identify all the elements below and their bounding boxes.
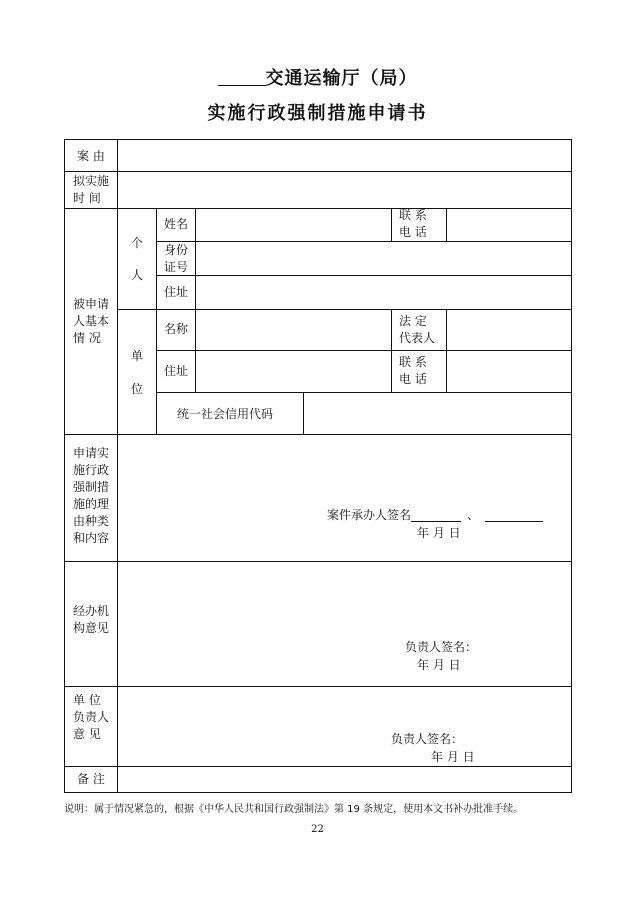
handler-date: 年 月 日 [417, 526, 461, 540]
unit-head-label-1: 单 位 [73, 693, 101, 707]
row-divider [65, 686, 571, 687]
reason-label-1: 申请实 [73, 446, 110, 460]
unit-head-label-3: 意 见 [73, 727, 101, 741]
remarks-label: 备 注 [77, 772, 105, 786]
respondent-label-1: 被申请 [73, 297, 110, 311]
field-divider [446, 309, 447, 392]
respondent-label-2: 人基本 [73, 314, 110, 328]
application-form [64, 139, 572, 793]
field-divider [391, 309, 392, 392]
planned-time-label-2: 时 间 [73, 191, 101, 205]
field-divider [446, 208, 447, 241]
signature-blank-2 [485, 507, 543, 522]
field-label-divider [195, 208, 196, 392]
individual-label-2: 人 [131, 268, 144, 282]
reason-label-6: 和内容 [73, 531, 110, 545]
title-text: 交通运输厅（局） [265, 68, 418, 89]
dept-date: 年 月 日 [417, 658, 461, 672]
unit-head-label-2: 负责人 [73, 710, 110, 724]
row-divider [65, 561, 571, 562]
legal-rep-label-2: 代表人 [399, 331, 436, 345]
row-divider [65, 766, 571, 767]
row-divider [117, 309, 571, 310]
credit-code-label: 统一社会信用代码 [177, 407, 274, 421]
unit-label-2: 位 [131, 382, 144, 396]
page-number: 22 [311, 824, 324, 835]
name-label: 姓名 [164, 217, 189, 231]
field-divider [303, 392, 304, 434]
reason-label-3: 强制措 [73, 480, 110, 494]
unit-responsible-sign: 负责人签名： [391, 732, 464, 746]
org-contact-phone-label-2: 电 话 [399, 372, 427, 386]
planned-time-label-1: 拟实施 [73, 174, 110, 188]
label-column-divider [117, 140, 118, 792]
row-divider [156, 392, 571, 393]
legal-rep-label-1: 法 定 [399, 314, 427, 328]
reason-label-4: 施的理 [73, 497, 110, 511]
agency-blank [218, 69, 266, 86]
respondent-label-3: 情 况 [73, 331, 101, 345]
handler-sign-label: 案件承办人签名 [327, 508, 412, 522]
signature-blank-1 [411, 507, 461, 522]
contact-phone-label-1: 联 系 [399, 208, 427, 222]
row-divider [156, 350, 571, 351]
dept-responsible-sign: 负责人签名： [405, 640, 478, 654]
field-divider [391, 208, 392, 241]
row-divider [156, 275, 571, 276]
dept-opinion-label-2: 构意见 [73, 621, 110, 635]
contact-phone-label-2: 电 话 [399, 225, 427, 239]
address-label: 住址 [164, 285, 189, 299]
reason-label-2: 施行政 [73, 463, 110, 477]
org-name-label: 名称 [164, 322, 189, 336]
id-number-label-2: 证号 [164, 260, 189, 274]
row-divider [65, 208, 571, 209]
dept-opinion-label-1: 经办机 [73, 604, 110, 618]
unit-date: 年 月 日 [431, 750, 475, 764]
category-column-divider [156, 208, 157, 434]
case-reason-label: 案 由 [77, 149, 105, 163]
org-contact-phone-label-1: 联 系 [399, 355, 427, 369]
unit-label-1: 单 [131, 349, 144, 363]
individual-label-1: 个 [131, 236, 144, 250]
handler-signature [327, 506, 543, 524]
separator: 、 [467, 508, 480, 522]
reason-label-5: 由种类 [73, 514, 110, 528]
id-number-label-1: 身份 [164, 243, 189, 257]
document-subtitle: 实施行政强制措施申请书 [207, 103, 428, 124]
row-divider [65, 171, 571, 172]
document-title [0, 64, 635, 90]
row-divider [156, 241, 571, 242]
footnote: 说明：属于情况紧急的，根据《中华人民共和国行政强制法》第 19 条规定，使用本文书补办批准手续。 [64, 804, 524, 815]
org-address-label: 住址 [164, 364, 189, 378]
row-divider [65, 434, 571, 435]
